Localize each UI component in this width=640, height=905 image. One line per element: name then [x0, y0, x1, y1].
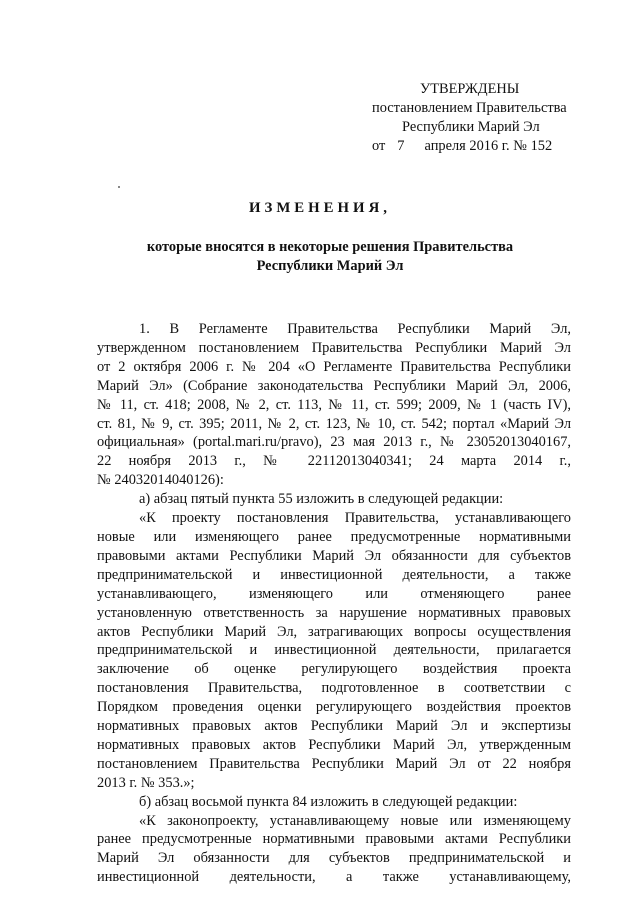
- approval-date-prefix: от: [372, 138, 386, 154]
- paragraph-3-line: предпринимательской и инвестиционной деятельности, а также: [97, 566, 571, 583]
- paragraph-1-line: от 2 октября 2006 г. № 204 «О Регламенте Правительства Республики: [97, 358, 571, 375]
- paragraph-1-line: 22 ноября 2013 г., № 22112013040341; 24 марта 2014 г.,: [97, 453, 571, 470]
- subtitle-line-2: Республики Марий Эл: [256, 258, 404, 274]
- paragraph-3-line: устанавливающего, изменяющего или отменяющего ранее: [97, 585, 571, 602]
- approval-month-year: апреля 2016 г. №: [424, 138, 527, 154]
- paragraph-3-line: Порядком проведения оценки регулирующего воздействия проектов: [97, 699, 571, 716]
- paragraph-1-line: № 24032014040126):: [97, 472, 224, 489]
- paragraph-3-line: нормативных правовых актов Республики Марий Эл, утвержденным: [97, 736, 571, 753]
- paragraph-3-line: 2013 г. № 353.»;: [97, 774, 195, 791]
- paragraph-1-line: № 11, ст. 418; 2008, № 2, ст. 113, № 11, ст. 599; 2009, № 1 (часть IV),: [97, 396, 571, 413]
- document-subtitle: [130, 238, 530, 276]
- scan-dot: [118, 186, 120, 188]
- paragraph-3-line: заключение об оценке регулирующего воздействия проекта: [97, 661, 571, 678]
- paragraph-1-line: утвержденном постановлением Правительства Республики Марий Эл: [97, 339, 571, 356]
- paragraph-3-line: новые или изменяющего ранее предусмотренные нормативными: [97, 528, 571, 545]
- document-body: [97, 320, 571, 887]
- paragraph-1-line: Марий Эл» (Собрание законодательства Республики Марий Эл, 2006,: [97, 377, 571, 394]
- approval-stamp: [372, 80, 592, 156]
- document-title: ИЗМЕНЕНИЯ,: [249, 200, 391, 216]
- paragraph-1: [97, 320, 571, 490]
- paragraph-5-line: «К законопроекту, устанавливающему новые или изменяющему: [139, 812, 571, 829]
- paragraph-3-line: «К проекту постановления Правительства, устанавливающего: [139, 510, 571, 527]
- paragraph-1-line: ст. 81, № 9, ст. 395; 2011, № 2, ст. 123, № 10, ст. 542; портал «Марий Эл: [97, 415, 571, 432]
- subtitle-line-1: которые вносятся в некоторые решения Правительства: [146, 239, 514, 255]
- approval-day: 7: [397, 138, 405, 154]
- paragraph-4: б) абзац восьмой пункта 84 изложить в следующей редакции:: [139, 793, 518, 810]
- paragraph-3-line: актов Республики Марий Эл, затрагивающих вопросы осуществления: [97, 623, 571, 640]
- paragraph-1-line: официальная» (portal.mari.ru/pravo), 23 мая 2013 г., № 23052013040167,: [97, 434, 571, 451]
- approval-line-2: Республики Марий Эл: [402, 119, 540, 135]
- paragraph-3: [97, 509, 571, 793]
- paragraph-5-line: ранее предусмотренные нормативными правовыми актами Республики: [97, 831, 571, 848]
- paragraph-3-line: установленную ответственность за нарушение нормативных правовых: [97, 604, 571, 621]
- approval-heading: УТВЕРЖДЕНЫ: [420, 81, 520, 97]
- paragraph-3-line: предпринимательской и инвестиционной деятельности, прилагается: [97, 642, 571, 659]
- paragraph-3-line: постановлением Правительства Республики Марий Эл от 22 ноября: [97, 755, 571, 772]
- paragraph-5-line: Марий Эл обязанности для субъектов предпринимательской и: [97, 850, 571, 867]
- paragraph-1-line: 1. В Регламенте Правительства Республики Марий Эл,: [139, 321, 571, 337]
- approval-line-1: постановлением Правительства: [372, 100, 567, 116]
- paragraph-3-line: нормативных правовых актов Республики Марий Эл и экспертизы: [97, 718, 571, 735]
- approval-number: 152: [530, 138, 553, 154]
- paragraph-5: [97, 812, 571, 888]
- paragraph-5-line: инвестиционной деятельности, а также устанавливающему,: [97, 869, 571, 886]
- paragraph-2: а) абзац пятый пункта 55 изложить в следующей редакции:: [139, 491, 504, 508]
- paragraph-3-line: правовыми актами Республики Марий Эл обязанности для субъектов: [97, 547, 571, 564]
- approval-date: [372, 137, 592, 156]
- paragraph-3-line: постановления Правительства, подготовленное в соответствии с: [97, 680, 571, 697]
